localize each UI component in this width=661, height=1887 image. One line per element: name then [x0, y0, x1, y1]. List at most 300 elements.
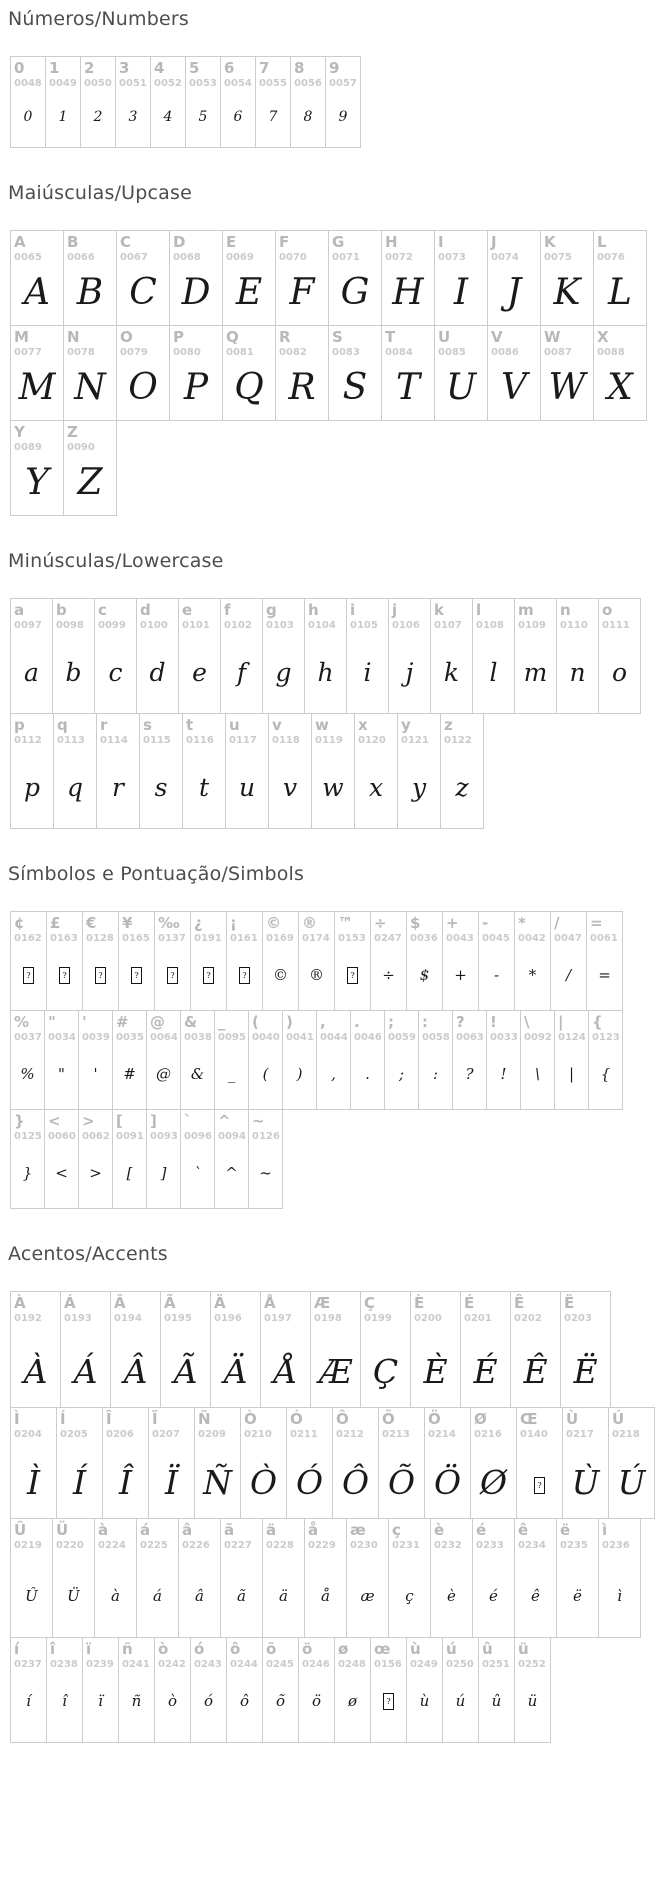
cell-char-label: g — [266, 601, 277, 619]
cell-unicode: 0040 — [252, 1031, 280, 1043]
cell-glyph: Ø — [479, 1463, 508, 1502]
glyph-cell — [325, 56, 361, 148]
glyph-cell — [10, 713, 54, 829]
cell-unicode: 0045 — [482, 932, 510, 944]
cell-char-label: É — [464, 1294, 475, 1312]
cell-unicode: 0224 — [98, 1539, 126, 1551]
cell-glyph: { — [600, 1065, 611, 1083]
cell-char-label: 3 — [119, 59, 130, 77]
glyph-cell — [10, 911, 47, 1011]
cell-unicode: 0082 — [279, 346, 307, 358]
cell-glyph: W — [548, 367, 586, 408]
cell-unicode: 0085 — [438, 346, 466, 358]
cell-glyph: ÷ — [382, 966, 395, 984]
cell-char-label: 6 — [224, 59, 235, 77]
cell-unicode: 0212 — [336, 1428, 364, 1440]
cell-glyph: Å — [273, 1352, 298, 1391]
cell-char-label: õ — [266, 1640, 277, 1658]
cell-glyph: p — [23, 773, 40, 802]
cell-char-label: í — [14, 1640, 20, 1658]
glyph-cell — [332, 1407, 379, 1519]
cell-unicode: 0125 — [14, 1130, 42, 1142]
glyph-cell — [472, 1518, 515, 1638]
cell-char-label: J — [491, 233, 497, 251]
cell-char-label: î — [50, 1640, 56, 1658]
glyph-cell — [470, 1407, 517, 1519]
cell-char-label: b — [56, 601, 67, 619]
notdef-box-icon — [59, 967, 70, 984]
cell-char-label: ( — [252, 1013, 259, 1031]
cell-glyph: ô — [239, 1692, 250, 1710]
cell-unicode: 0037 — [14, 1031, 42, 1043]
glyph-cell — [10, 1010, 45, 1110]
cell-glyph: % — [20, 1065, 35, 1083]
cell-char-label: ú — [446, 1640, 457, 1658]
glyph-row — [10, 230, 661, 326]
cell-glyph: Û — [25, 1587, 38, 1605]
glyph-cell — [10, 1407, 57, 1519]
cell-char-label: ¢ — [14, 914, 25, 932]
glyph-cell — [478, 1637, 515, 1743]
cell-glyph: Ã — [173, 1352, 198, 1391]
cell-char-label: k — [434, 601, 444, 619]
cell-char-label: ‰ — [158, 914, 180, 932]
cell-glyph: A — [24, 272, 50, 313]
cell-glyph: D — [181, 272, 211, 313]
cell-char-label: @ — [150, 1013, 165, 1031]
cell-glyph: r — [112, 773, 124, 802]
cell-glyph: # — [123, 1065, 136, 1083]
glyph-row — [10, 325, 661, 421]
cell-glyph: d — [149, 658, 166, 687]
cell-unicode: 0055 — [259, 77, 287, 89]
glyph-cell — [384, 1010, 419, 1110]
cell-char-label: ! — [490, 1013, 497, 1031]
cell-glyph: 8 — [303, 109, 313, 125]
cell-char-label: è — [434, 1521, 445, 1539]
cell-unicode: 0209 — [198, 1428, 226, 1440]
cell-char-label: Ë — [564, 1294, 575, 1312]
cell-char-label: p — [14, 716, 25, 734]
cell-glyph: @ — [156, 1065, 171, 1083]
cell-glyph: V — [501, 367, 527, 408]
missing-glyph-box — [47, 966, 82, 985]
cell-unicode: 0200 — [414, 1312, 442, 1324]
cell-glyph: $ — [419, 966, 430, 984]
cell-unicode: 0218 — [612, 1428, 640, 1440]
cell-glyph: ) — [296, 1065, 303, 1083]
cell-unicode: 0162 — [14, 932, 42, 944]
cell-char-label: d — [140, 601, 151, 619]
cell-glyph: ê — [531, 1587, 540, 1605]
cell-char-label: ¿ — [194, 914, 203, 932]
cell-glyph: ï — [98, 1692, 103, 1710]
glyph-cell — [388, 598, 431, 714]
cell-glyph: Ú — [617, 1463, 646, 1502]
glyph-cell — [118, 1637, 155, 1743]
cell-glyph: Ó — [295, 1463, 324, 1502]
cell-char-label: D — [173, 233, 186, 251]
section-title: Símbolos e Pontuação/Simbols — [8, 863, 305, 885]
cell-char-label: à — [98, 1521, 109, 1539]
cell-glyph: O — [128, 367, 158, 408]
cell-glyph: ù — [419, 1692, 430, 1710]
glyph-cell — [52, 1518, 95, 1638]
glyph-cell — [316, 1010, 351, 1110]
cell-glyph: s — [154, 773, 168, 802]
cell-unicode: 0091 — [116, 1130, 144, 1142]
glyph-cell — [160, 1291, 211, 1408]
glyph-cell — [220, 56, 256, 148]
glyph-cell — [10, 1109, 45, 1209]
cell-char-label: l — [476, 601, 482, 619]
cell-unicode: 0220 — [56, 1539, 84, 1551]
glyph-cell — [370, 911, 407, 1011]
glyph-cell — [178, 1518, 221, 1638]
cell-glyph: ® — [309, 966, 324, 984]
glyph-cell — [370, 1637, 407, 1743]
cell-char-label: œ — [374, 1640, 391, 1658]
cell-char-label: # — [116, 1013, 129, 1031]
notdef-box-icon — [383, 1693, 394, 1710]
cell-char-label: " — [48, 1013, 56, 1031]
glyph-cell — [94, 598, 137, 714]
cell-unicode: 0098 — [56, 619, 84, 631]
cell-char-label: ø — [338, 1640, 349, 1658]
cell-char-label: U — [438, 328, 451, 346]
cell-glyph: > — [89, 1164, 102, 1182]
cell-unicode: 0109 — [518, 619, 546, 631]
cell-glyph: u — [238, 773, 256, 802]
notdef-box-icon — [239, 967, 250, 984]
cell-glyph: ñ — [131, 1692, 142, 1710]
cell-glyph: l — [489, 658, 498, 687]
glyph-cell — [78, 1010, 113, 1110]
character-map-page — [0, 8, 661, 1743]
glyph-cell — [540, 230, 594, 326]
glyph-cell — [136, 1518, 179, 1638]
cell-char-label: = — [590, 914, 603, 932]
cell-char-label: Ç — [364, 1294, 376, 1312]
glyph-cell — [10, 598, 53, 714]
cell-char-label: Ä — [214, 1294, 226, 1312]
cell-glyph: è — [447, 1587, 456, 1605]
cell-char-label: O — [120, 328, 133, 346]
glyph-cell — [268, 713, 312, 829]
cell-glyph: _ — [227, 1065, 236, 1083]
cell-unicode: 0233 — [476, 1539, 504, 1551]
cell-unicode: 0118 — [272, 734, 300, 746]
cell-glyph: J — [506, 272, 522, 313]
cell-glyph: = — [598, 966, 611, 984]
glyph-cell — [56, 1407, 103, 1519]
cell-char-label: m — [518, 601, 534, 619]
missing-glyph-box — [227, 966, 262, 985]
cell-unicode: 0050 — [84, 77, 112, 89]
glyph-cell — [304, 1518, 347, 1638]
cell-char-label: x — [358, 716, 368, 734]
cell-unicode: 0213 — [382, 1428, 410, 1440]
glyph-cell — [63, 325, 117, 421]
cell-glyph: Î — [118, 1463, 133, 1502]
glyph-cell — [328, 230, 382, 326]
cell-glyph: 2 — [93, 109, 103, 125]
cell-char-label: v — [272, 716, 282, 734]
glyph-cell — [354, 713, 398, 829]
cell-char-label: { — [592, 1013, 603, 1031]
cell-unicode: 0092 — [524, 1031, 552, 1043]
glyph-cell — [311, 713, 355, 829]
cell-glyph: Ï — [164, 1463, 179, 1502]
missing-glyph-box — [155, 966, 190, 985]
cell-unicode: 0074 — [491, 251, 519, 263]
cell-char-label: 7 — [259, 59, 270, 77]
cell-char-label: ) — [286, 1013, 293, 1031]
section — [0, 8, 661, 148]
cell-unicode: 0228 — [266, 1539, 294, 1551]
cell-char-label: â — [182, 1521, 193, 1539]
cell-char-label: F — [279, 233, 290, 251]
cell-glyph: ç — [405, 1587, 414, 1605]
notdef-box-icon — [95, 967, 106, 984]
cell-unicode: 0099 — [98, 619, 126, 631]
cell-glyph: Á — [73, 1352, 98, 1391]
glyph-row — [10, 713, 661, 829]
glyph-cell — [298, 1637, 335, 1743]
cell-char-label: ü — [518, 1640, 529, 1658]
cell-unicode: 0211 — [290, 1428, 318, 1440]
cell-glyph: 7 — [268, 109, 278, 125]
cell-unicode: 0230 — [350, 1539, 378, 1551]
cell-unicode: 0044 — [320, 1031, 348, 1043]
cell-char-label: ê — [518, 1521, 529, 1539]
glyph-cell — [102, 1407, 149, 1519]
cell-glyph: â — [195, 1587, 204, 1605]
glyph-cell — [434, 230, 488, 326]
cell-unicode: 0227 — [224, 1539, 252, 1551]
cell-glyph: U — [445, 367, 477, 408]
cell-char-label: Ü — [56, 1521, 69, 1539]
cell-char-label: ö — [302, 1640, 313, 1658]
cell-char-label: Ï — [152, 1410, 158, 1428]
glyph-cell — [472, 598, 515, 714]
missing-glyph-box — [335, 966, 370, 985]
cell-unicode: 0075 — [544, 251, 572, 263]
cell-glyph: j — [405, 658, 414, 687]
cell-glyph: * — [528, 966, 537, 984]
glyph-cell — [148, 1407, 195, 1519]
glyph-cell — [146, 1010, 181, 1110]
cell-unicode: 0106 — [392, 619, 420, 631]
cell-glyph: . — [365, 1065, 370, 1083]
cell-unicode: 0060 — [48, 1130, 76, 1142]
cell-unicode: 0202 — [514, 1312, 542, 1324]
cell-unicode: 0049 — [49, 77, 77, 89]
glyph-row — [10, 1291, 661, 1408]
glyph-cell — [328, 325, 382, 421]
cell-unicode: 0219 — [14, 1539, 42, 1551]
glyph-cell — [10, 420, 64, 516]
cell-glyph: ^ — [225, 1164, 238, 1182]
cell-char-label: À — [14, 1294, 26, 1312]
glyph-cell — [10, 1637, 47, 1743]
glyph-cell — [334, 1637, 371, 1743]
glyph-cell — [360, 1291, 411, 1408]
cell-unicode: 0112 — [14, 734, 42, 746]
cell-char-label: K — [544, 233, 556, 251]
cell-glyph: B — [76, 272, 104, 313]
cell-char-label: Œ — [520, 1410, 538, 1428]
cell-char-label: 1 — [49, 59, 60, 77]
glyph-cell — [262, 1518, 305, 1638]
cell-glyph: á — [153, 1587, 162, 1605]
glyph-cell — [262, 598, 305, 714]
cell-glyph: Z — [77, 462, 103, 503]
cell-unicode: 0046 — [354, 1031, 382, 1043]
cell-unicode: 0235 — [560, 1539, 588, 1551]
cell-glyph: Ù — [571, 1463, 600, 1502]
glyph-cell — [410, 1291, 461, 1408]
cell-glyph: b — [65, 658, 82, 687]
cell-char-label: Ì — [14, 1410, 20, 1428]
cell-glyph: © — [273, 966, 288, 984]
glyph-cell — [146, 1109, 181, 1209]
glyph-cell — [10, 1291, 61, 1408]
cell-char-label: [ — [116, 1112, 123, 1130]
cell-glyph: õ — [275, 1692, 286, 1710]
cell-char-label: Û — [14, 1521, 27, 1539]
glyph-cell — [222, 230, 276, 326]
glyph-cell — [194, 1407, 241, 1519]
cell-unicode: 0238 — [50, 1658, 78, 1670]
cell-char-label: Õ — [382, 1410, 395, 1428]
cell-unicode: 0094 — [218, 1130, 246, 1142]
cell-char-label: ù — [410, 1640, 421, 1658]
cell-glyph: Õ — [387, 1463, 416, 1502]
cell-unicode: 0064 — [150, 1031, 178, 1043]
cell-char-label: Q — [226, 328, 239, 346]
missing-glyph-box — [83, 966, 118, 985]
cell-char-label: j — [392, 601, 398, 619]
cell-unicode: 0089 — [14, 441, 42, 453]
cell-char-label: Ñ — [198, 1410, 211, 1428]
cell-char-label: û — [482, 1640, 493, 1658]
glyph-cell — [298, 911, 335, 1011]
cell-unicode: 0205 — [60, 1428, 88, 1440]
cell-glyph: f — [236, 658, 247, 687]
cell-char-label: u — [229, 716, 240, 734]
cell-glyph: ø — [347, 1692, 358, 1710]
cell-char-label: > — [82, 1112, 95, 1130]
cell-char-label: T — [385, 328, 396, 346]
cell-char-label: _ — [218, 1013, 226, 1031]
glyph-row — [10, 598, 661, 714]
glyph-cell — [10, 230, 64, 326]
cell-char-label: é — [476, 1521, 487, 1539]
section — [0, 1243, 661, 1743]
cell-unicode: 0077 — [14, 346, 42, 358]
glyph-cell — [214, 1010, 249, 1110]
cell-unicode: 0053 — [189, 77, 217, 89]
cell-char-label: Â — [114, 1294, 126, 1312]
glyph-cell — [10, 1518, 53, 1638]
cell-glyph: y — [411, 773, 427, 802]
cell-char-label: ; — [388, 1013, 394, 1031]
glyph-row — [10, 1010, 661, 1110]
glyph-cell — [222, 325, 276, 421]
cell-char-label: © — [266, 914, 281, 932]
glyph-cell — [350, 1010, 385, 1110]
cell-glyph: ö — [311, 1692, 322, 1710]
cell-unicode: 0036 — [410, 932, 438, 944]
cell-unicode: 0198 — [314, 1312, 342, 1324]
glyph-cell — [310, 1291, 361, 1408]
cell-char-label: 4 — [154, 59, 165, 77]
cell-glyph: q — [66, 773, 83, 802]
cell-glyph: v — [282, 773, 298, 802]
cell-unicode: 0201 — [464, 1312, 492, 1324]
glyph-cell — [154, 1637, 191, 1743]
cell-unicode: 0126 — [252, 1130, 280, 1142]
cell-unicode: 0195 — [164, 1312, 192, 1324]
cell-glyph: 4 — [163, 109, 173, 125]
section — [0, 182, 661, 516]
cell-char-label: M — [14, 328, 29, 346]
cell-unicode: 0163 — [50, 932, 78, 944]
cell-char-label: Ã — [164, 1294, 176, 1312]
cell-char-label: Î — [106, 1410, 112, 1428]
glyph-cell — [52, 598, 95, 714]
cell-unicode: 0245 — [266, 1658, 294, 1670]
cell-char-label: ® — [302, 914, 317, 932]
cell-unicode: 0207 — [152, 1428, 180, 1440]
cell-char-label: ä — [266, 1521, 277, 1539]
glyph-cell — [80, 56, 116, 148]
cell-unicode: 0232 — [434, 1539, 462, 1551]
missing-glyph-box — [371, 1692, 406, 1711]
glyph-cell — [63, 230, 117, 326]
glyph-cell — [248, 1010, 283, 1110]
notdef-box-icon — [203, 967, 214, 984]
cell-glyph: Æ — [318, 1352, 353, 1391]
cell-glyph: + — [454, 966, 467, 984]
cell-char-label: Ù — [566, 1410, 579, 1428]
cell-char-label: i — [350, 601, 356, 619]
cell-glyph: Í — [72, 1463, 87, 1502]
cell-unicode: 0242 — [158, 1658, 186, 1670]
cell-glyph: Ì — [26, 1463, 41, 1502]
cell-glyph: T — [395, 367, 420, 408]
glyph-cell — [282, 1010, 317, 1110]
section — [0, 550, 661, 829]
cell-unicode: 0124 — [558, 1031, 586, 1043]
glyph-cell — [388, 1518, 431, 1638]
glyph-cell — [110, 1291, 161, 1408]
cell-char-label: I — [438, 233, 444, 251]
cell-unicode: 0058 — [422, 1031, 450, 1043]
cell-glyph: I — [453, 272, 469, 313]
cell-glyph: ! — [500, 1065, 507, 1083]
cell-glyph: i — [363, 658, 372, 687]
cell-char-label: ` — [184, 1112, 192, 1130]
section-title: Minúsculas/Lowercase — [8, 550, 224, 572]
cell-glyph: ` — [193, 1164, 202, 1182]
cell-unicode: 0090 — [67, 441, 95, 453]
glyph-cell — [262, 911, 299, 1011]
cell-glyph: ú — [455, 1692, 466, 1710]
cell-char-label: ™ — [338, 914, 353, 932]
cell-glyph: o — [611, 658, 628, 687]
